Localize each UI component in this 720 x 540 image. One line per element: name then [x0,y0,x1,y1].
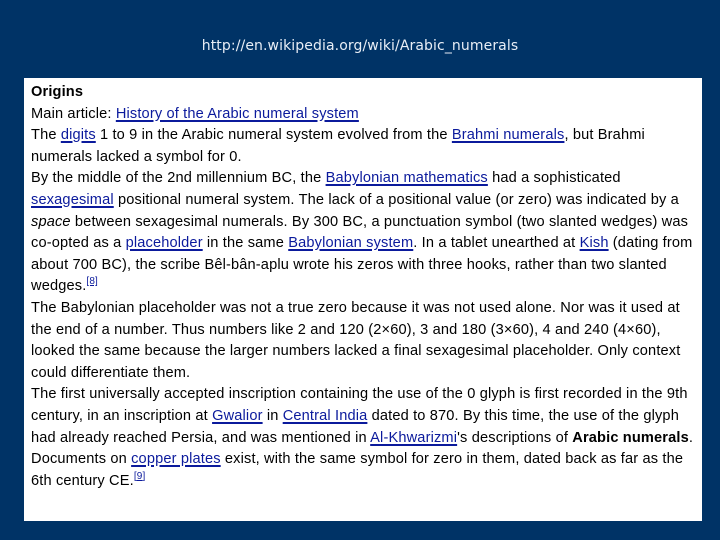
link-sexagesimal[interactable]: sexagesimal [31,191,114,208]
link-central-india[interactable]: Central India [282,407,368,424]
link-kish[interactable]: Kish [579,235,609,252]
link-gwalior[interactable]: Gwalior [212,407,263,424]
paragraph-first-inscription [31,384,696,492]
link-brahmi-numerals[interactable]: Brahmi numerals [451,127,565,144]
link-placeholder[interactable]: placeholder [125,235,203,252]
citation-9 [134,471,146,482]
paragraph-placeholder: The Babylonian placeholder was not a true zero because it was not used alone. Nor was it used at the end of a number. Thus numbers like 2 and 120 (2×60), 3 and 180 (3×60), 4 and 240 (4×60), looked the same because the larger numbers lacked a final sexagesimal placeholder. Only context could differentiate them. [31,299,681,381]
text-run: exist, with the same symbol for zero in them, dated back as far as the 6th century CE. [31,451,684,489]
section-heading: Origins [31,84,84,100]
text-run: in [262,407,283,424]
text-run: , but Brahmi numerals lacked a symbol for 0. [31,127,645,165]
text-run: positional numeral system. The lack of a positional value (or zero) was indicated by a [113,191,679,208]
link-digits[interactable]: digits [60,127,96,144]
citation-link-8[interactable]: [8] [86,276,98,288]
paragraph-digits [31,125,696,168]
main-article-line [31,104,696,126]
text-run: . In a tablet unearthed at [413,235,580,252]
article-content [31,82,696,492]
article-panel [24,78,702,521]
italic-space: space [31,213,71,230]
text-run: had a sophisticated [487,170,621,187]
text-run: 1 to 9 in the Arabic numeral system evolved from the [95,127,452,144]
main-article-prefix: Main article: [31,105,116,122]
page-url-title: http://en.wikipedia.org/wiki/Arabic_numerals [201,38,519,54]
text-run: By the middle of the 2nd millennium BC, the [31,170,326,187]
text-run: 's descriptions of [457,429,573,446]
text-run: in the same [202,235,289,252]
citation-8 [86,276,98,287]
link-history-arabic-numeral-system[interactable]: History of the Arabic numeral system [115,105,359,122]
link-copper-plates[interactable]: copper plates [131,451,221,468]
text-run: . Documents on [31,429,694,468]
link-babylonian-system[interactable]: Babylonian system [288,235,414,252]
text-run: dated to 870. By this time, the use of the glyph had already reached Persia, and was mentioned in [31,407,679,446]
citation-link-9[interactable]: [9] [133,470,146,482]
paragraph-babylonian [31,168,696,298]
text-run: The [31,127,61,144]
link-al-khwarizmi[interactable]: Al-Khwarizmi [370,429,458,446]
text-run: between sexagesimal numerals. By 300 BC, a punctuation symbol (two slanted wedges) was co-opted as a [31,213,689,252]
text-run: The first universally accepted inscription containing the use of the 0 glyph is first recorded in the 9th century, in an inscription at [31,386,688,424]
text-run: (dating from about 700 BC), the scribe Bêl-bân-aplu wrote his zeros with three hooks, rather than two slanted wedges. [31,235,693,295]
bold-arabic-numerals: Arabic numerals [572,429,689,446]
link-babylonian-mathematics[interactable]: Babylonian mathematics [325,170,488,187]
